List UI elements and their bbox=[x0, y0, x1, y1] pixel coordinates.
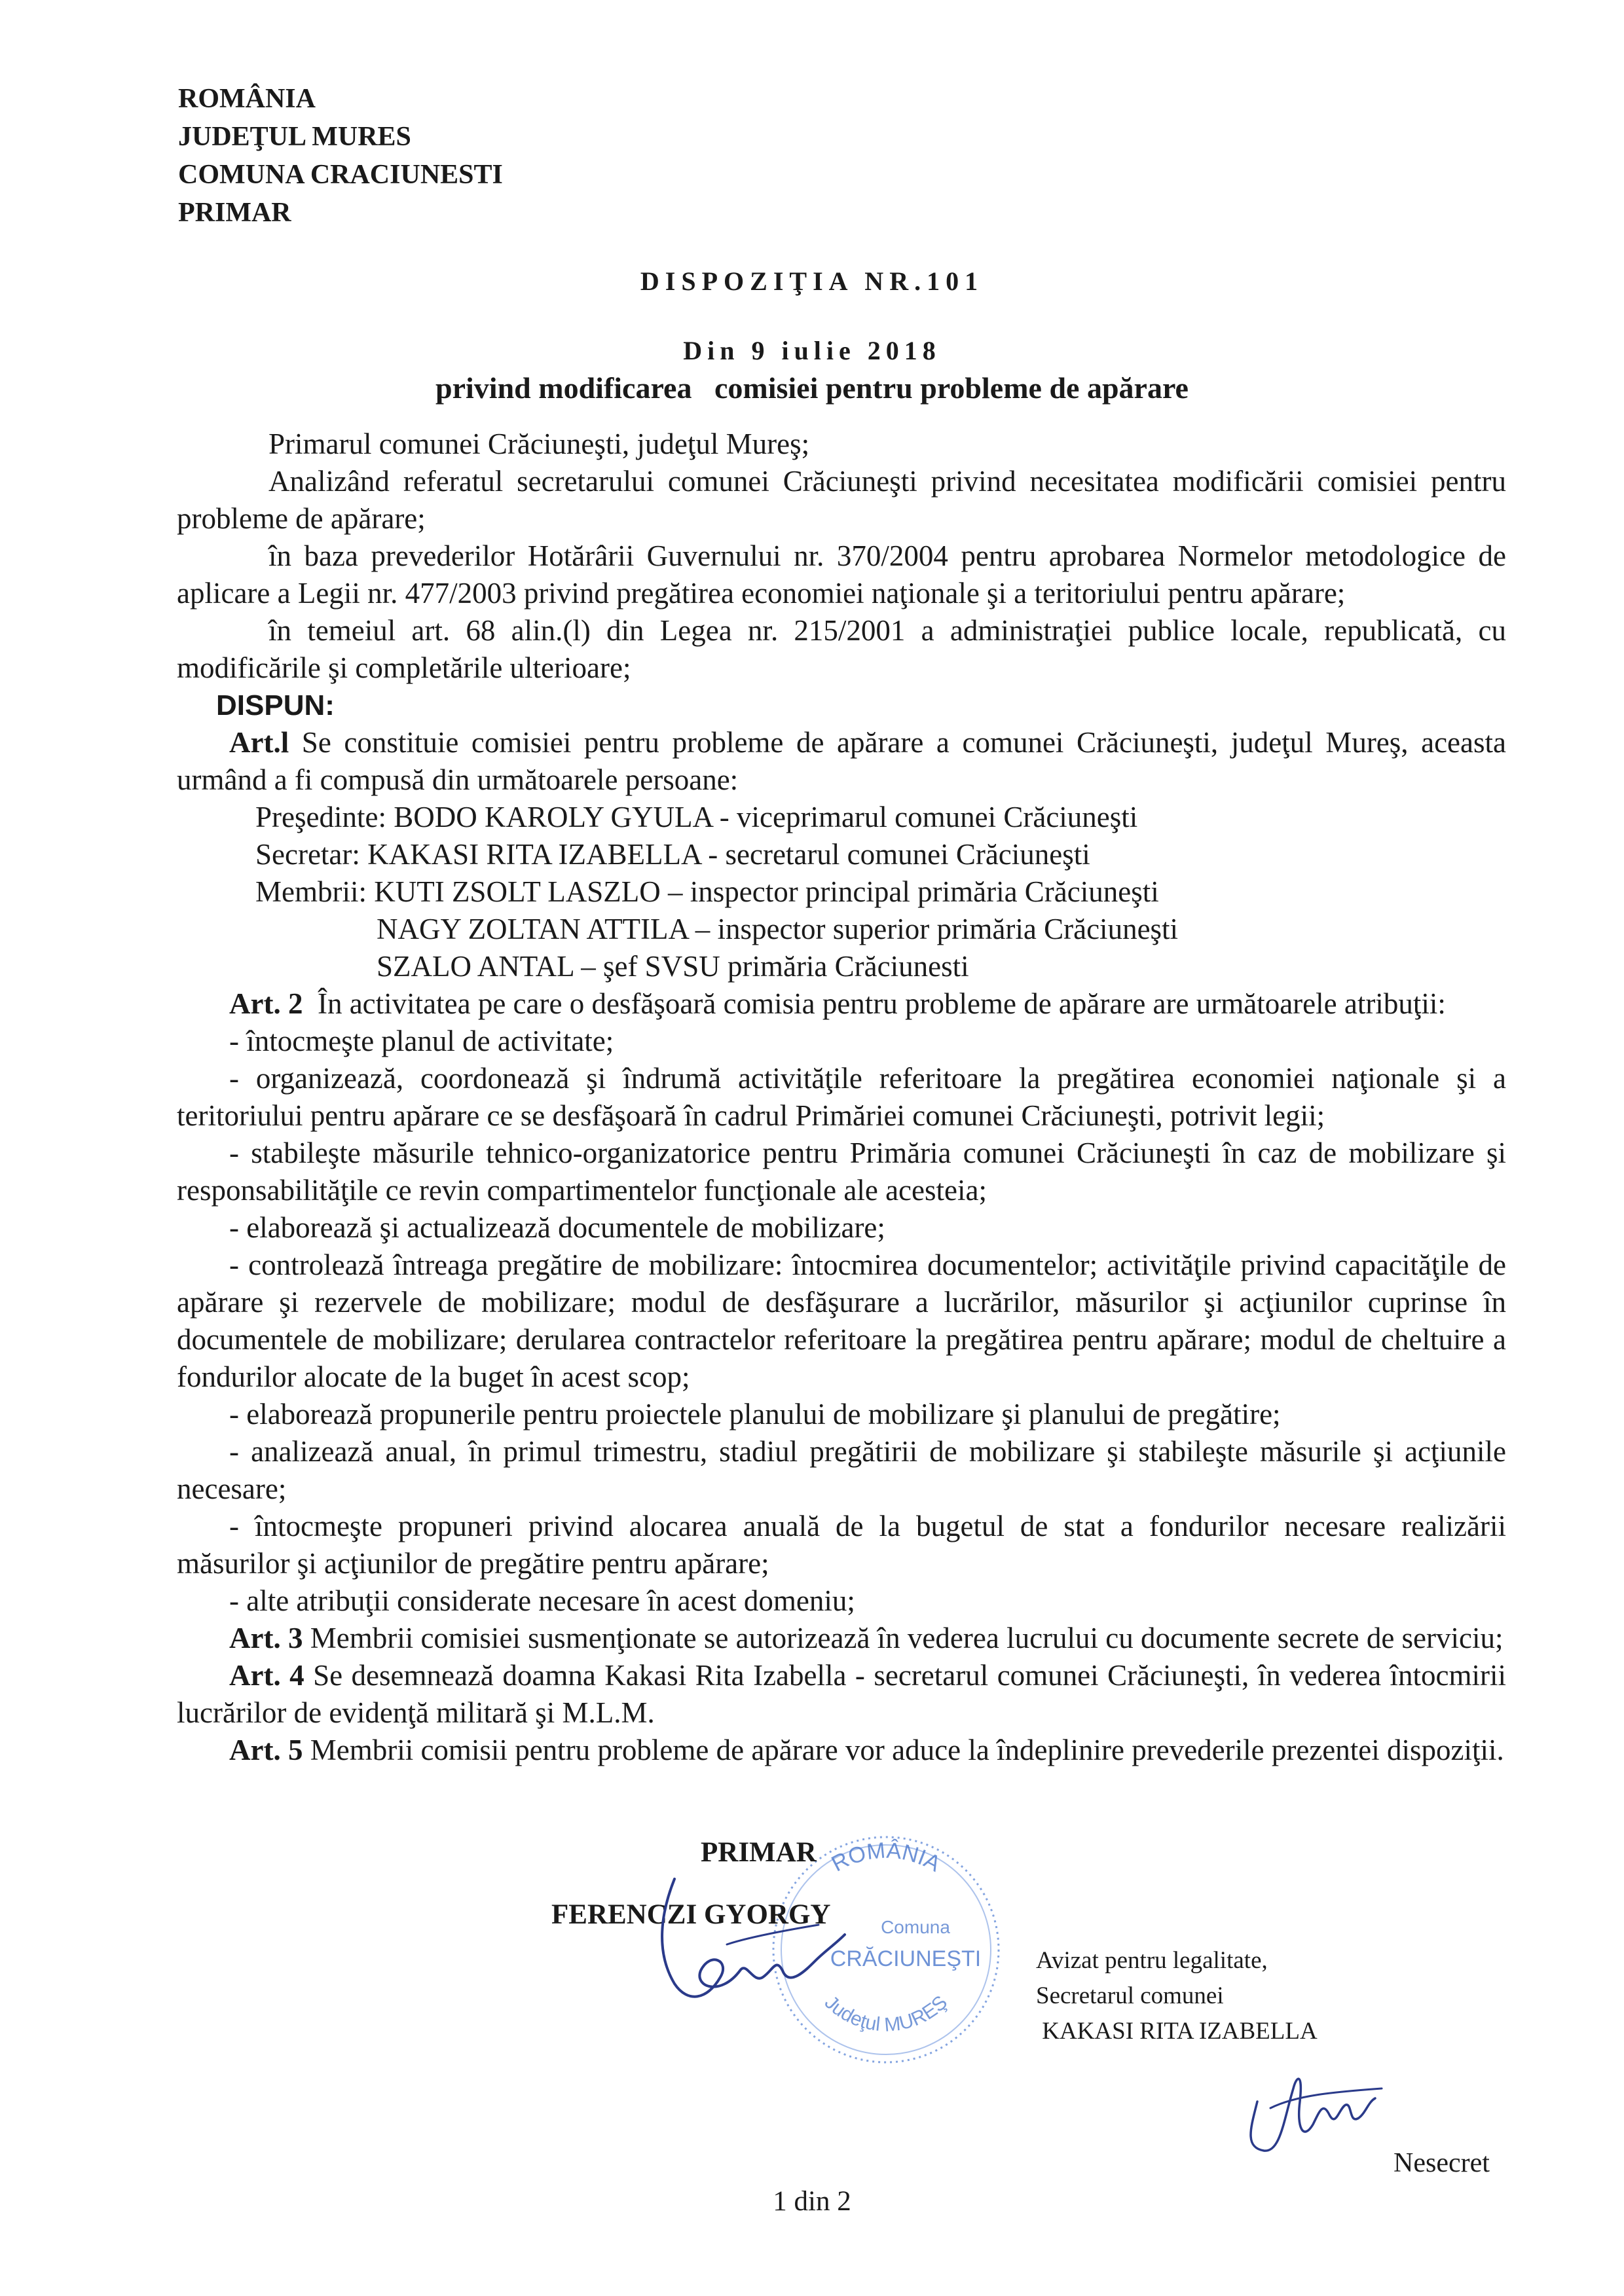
signatory-name: FERENCZI GYORGY bbox=[551, 1899, 831, 1930]
legality-endorsement bbox=[1036, 1943, 1318, 2049]
duty-item: - întocmeşte propuneri privind alocarea anuală de la bugetul de stat a fondurilor necesare realizării măsurilor şi acţiunilor de pregătire pentru apărare; bbox=[177, 1510, 1506, 1580]
stamp-top-text: ROMÂNIA bbox=[827, 1838, 945, 1877]
issuer-header bbox=[178, 80, 503, 232]
article-label: Art. 2 bbox=[229, 987, 303, 1020]
endorsement-line: Avizat pentru legalitate, bbox=[1036, 1947, 1268, 1974]
decision-date: Din 9 iulie 2018 bbox=[683, 336, 941, 365]
duty-item: - controlează întreaga pregătire de mobilizare: întocmirea documentelor; activităţile privind capacităţile de apărare şi rezervele de mobilizare; modul de desfăşurare a lucrărilor, măsurilor şi acţiunilor cuprinse în documentele de mobilizare; derularea contractelor referitoare la pregătirea pentru apărare; modul de cheltuire a fondurilor alocate de la buget în acest scop; bbox=[177, 1248, 1506, 1393]
article-text: Se desemnează doamna Kakasi Rita Izabella - secretarul comunei Crăciuneşti, în vederea întocmirii lucrărilor de evidenţă militară şi M.L.M. bbox=[177, 1659, 1506, 1729]
member-president: Preşedinte: BODO KAROLY GYULA - viceprimarul comunei Crăciuneşti bbox=[255, 801, 1138, 833]
duty-item: - analizează anual, în primul trimestru, stadiul pregătirii de mobilizare şi stabileşte măsurile şi acţiunile necesare; bbox=[177, 1435, 1506, 1505]
article-2 bbox=[177, 985, 1506, 1023]
preamble-paragraph: Primarul comunei Crăciuneşti, judeţul Mureş; bbox=[268, 428, 810, 460]
stamp-bottom-text: Judeţul MUREŞ bbox=[820, 1991, 952, 2036]
article-4 bbox=[177, 1657, 1506, 1732]
endorsement-line: Secretarul comunei bbox=[1036, 1982, 1224, 2009]
classification-label: Nesecret bbox=[1393, 2148, 1490, 2178]
dispun-heading: DISPUN: bbox=[216, 689, 335, 721]
article-label: Art. 4 bbox=[229, 1659, 304, 1692]
preamble-paragraph: în baza prevederilor Hotărârii Guvernului nr. 370/2004 pentru aprobarea Normelor metodologice de aplicare a Legii nr. 477/2003 privind pregătirea economiei naţionale şi a teritoriului pentru apărare; bbox=[177, 539, 1506, 610]
article-text: Membrii comisii pentru probleme de apărare vor aduce la îndeplinire prevederile prezentei dispoziţii. bbox=[303, 1734, 1504, 1766]
preamble-paragraph: în temeiul art. 68 alin.(l) din Legea nr. 215/2001 a administraţiei publice locale, republicată, cu modificările şi completările ulterioare; bbox=[177, 614, 1506, 684]
endorsement-name: KAKASI RITA IZABELLA bbox=[1036, 2018, 1318, 2045]
member-secretary: Secretar: KAKASI RITA IZABELLA - secretarul comunei Crăciuneşti bbox=[255, 838, 1090, 871]
member-list-item: SZALO ANTAL – şef SVSU primăria Crăciunesti bbox=[377, 950, 969, 983]
duty-item: - elaborează propunerile pentru proiectele planului de mobilizare şi planului de pregătire; bbox=[229, 1398, 1281, 1430]
article-text: În activitatea pe care o desfăşoară comisia pentru probleme de apărare are următoarele atribuţii: bbox=[303, 987, 1446, 1020]
header-county: JUDEŢUL MURES bbox=[178, 122, 411, 152]
header-commune: COMUNA CRACIUNESTI bbox=[178, 160, 503, 190]
duty-item: - întocmeşte planul de activitate; bbox=[229, 1025, 614, 1057]
decision-subject: privind modificarea comisiei pentru probleme de apărare bbox=[435, 371, 1189, 405]
secretary-signature bbox=[1231, 2062, 1401, 2160]
article-1 bbox=[177, 724, 1506, 799]
article-label: Art. 5 bbox=[229, 1734, 303, 1766]
stamp-commune-text: CRĂCIUNEŞTI bbox=[830, 1946, 982, 1971]
decision-title: DISPOZIŢIA NR.101 bbox=[640, 266, 984, 296]
member-list-item: Membrii: KUTI ZSOLT LASZLO – inspector principal primăria Crăciuneşti bbox=[255, 875, 1159, 908]
header-country: ROMÂNIA bbox=[178, 84, 316, 114]
duty-item: - alte atribuţii considerate necesare în acest domeniu; bbox=[229, 1584, 855, 1617]
duty-item: - elaborează şi actualizează documentele de mobilizare; bbox=[229, 1211, 885, 1244]
duty-item: - organizează, coordonează şi îndrumă activităţile referitoare la pregătirea economiei naţionale şi a teritoriului pentru apărare ce se desfăşoară în cadrul Primăriei comunei Crăciuneşti, potrivit legii; bbox=[177, 1062, 1506, 1132]
page-number: 1 din 2 bbox=[773, 2186, 851, 2217]
header-office: PRIMAR bbox=[178, 198, 291, 228]
article-5 bbox=[177, 1732, 1506, 1769]
signatory-role: PRIMAR bbox=[701, 1837, 817, 1868]
article-text: Membrii comisiei susmenţionate se autorizează în vederea lucrului cu documente secrete de serviciu; bbox=[303, 1622, 1504, 1654]
article-label: Art.l bbox=[229, 726, 289, 759]
stamp-middle-text: Comuna bbox=[881, 1917, 950, 1937]
article-text: Se constituie comisiei pentru probleme de apărare a comunei Crăciuneşti, judeţul Mureş, aceasta urmând a fi compusă din următoarele persoane: bbox=[177, 726, 1506, 796]
mayor-signature bbox=[648, 1872, 864, 2023]
document-body bbox=[177, 426, 1506, 1769]
article-3 bbox=[177, 1620, 1506, 1657]
duty-item: - stabileşte măsurile tehnico-organizatorice pentru Primăria comunei Crăciuneşti în caz de mobilizare şi responsabilităţile ce revin compartimentelor funcţionale ale acesteia; bbox=[177, 1137, 1506, 1207]
article-label: Art. 3 bbox=[229, 1622, 303, 1654]
preamble-paragraph: Analizând referatul secretarului comunei Crăciuneşti privind necesitatea modificării comisiei pentru probleme de apărare; bbox=[177, 465, 1506, 535]
member-list-item: NAGY ZOLTAN ATTILA – inspector superior primăria Crăciuneşti bbox=[377, 913, 1179, 945]
